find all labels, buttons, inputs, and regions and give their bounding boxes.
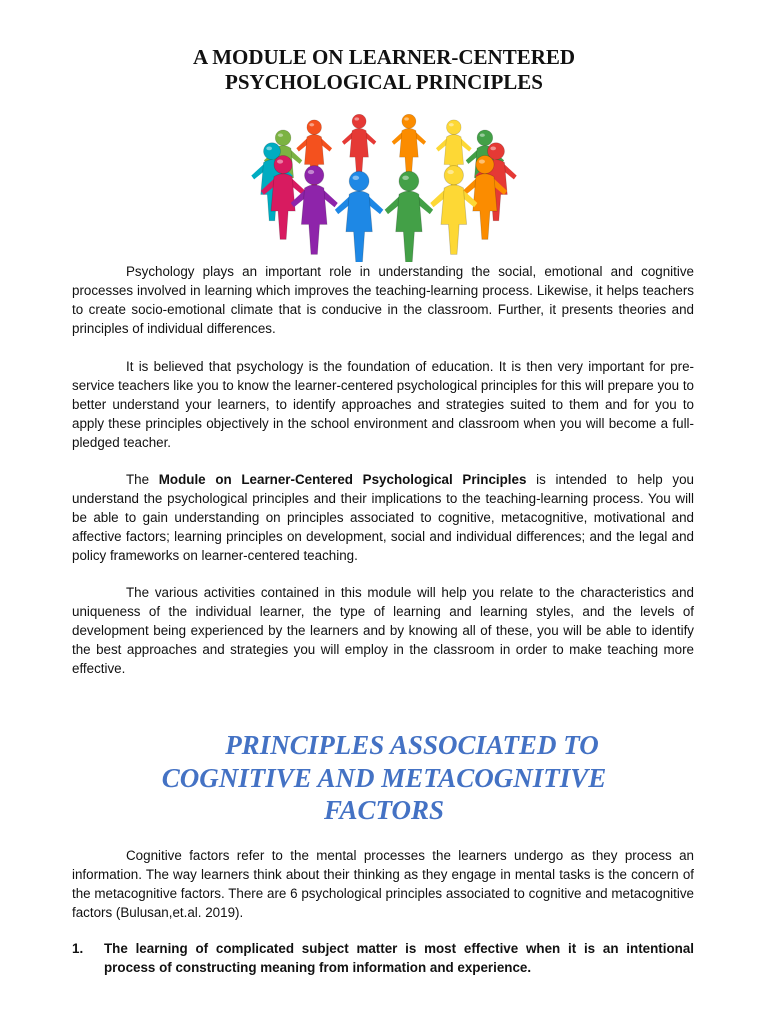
intro-paragraph-3-prefix: The [126, 472, 159, 487]
figure-shape [291, 166, 338, 255]
cognitive-factors-paragraph: Cognitive factors refer to the mental processes the learners undergo as they process an information. The way learners think about their thinking as they engage in mental tasks is the concern of the metacognitive factors. There are 6 psychological principles associated to cognitive and metacognitive factors (Bulusan,et.al. 2019). [72, 848, 694, 920]
intro-paragraph-3-rest: is intended to help you understand the psychological principles and their implications to the teaching-learning process. You will be able to gain understanding on principles associated to cognitive, metacognitive, motivational and affective factors; learning principles on development, social and individual differences; and the legal and policy frameworks on learner-centered teaching. [72, 472, 694, 563]
figure-shape [392, 114, 426, 179]
document-title [0, 45, 768, 95]
figure-shape [385, 171, 433, 262]
section-heading [0, 729, 768, 827]
list-item-text: The learning of complicated subject matter is most effective when it is an intentional process of constructing meaning from information and experience. [104, 941, 694, 975]
intro-paragraph-2: It is believed that psychology is the foundation of education. It is then very important for pre-service teachers like you to know the learner-centered psychological principles for this will prepare you to better understand your learners, to identify approaches and strategies suited to them and for you to apply these principles objectively in the school environment and classroom when you will become a full-pledged teacher. [72, 359, 694, 450]
figure-shape [335, 171, 383, 262]
section-heading-line-2: COGNITIVE AND METACOGNITIVE [161, 762, 607, 793]
figure-shape [430, 166, 477, 255]
list-item-number: 1. [72, 941, 84, 956]
section-heading-line-1: PRINCIPLES ASSOCIATED TO [225, 730, 599, 760]
section-heading-line-3: FACTORS [323, 795, 445, 825]
intro-paragraph-1: Psychology plays an important role in understanding the social, emotional and cognitive processes involved in learning which improves the teaching-learning process. Likewise, it helps teachers to create socio-emotional climate that is conducive in the classroom. Further, it presents theories and principles of individual differences. [72, 264, 694, 336]
intro-paragraph-4: The various activities contained in this module will help you relate to the characteristics and uniqueness of the individual learner, the type of learning and learning styles, and the levels of development being experienced by the learners and by knowing all of these, you will be able to identify the best approaches and strategies you will employ in the classroom in order to make teaching more effective. [72, 585, 694, 676]
module-name-bold: Module on Learner-Centered Psychological Principles [158, 472, 527, 487]
document-title-line-1: A MODULE ON LEARNER-CENTERED [192, 45, 576, 69]
colorful-figures-circle-icon [236, 108, 532, 262]
document-title-line-2: PSYCHOLOGICAL PRINCIPLES [225, 70, 543, 94]
figure-shape [342, 114, 376, 179]
intro-paragraph-3 [72, 470, 694, 565]
